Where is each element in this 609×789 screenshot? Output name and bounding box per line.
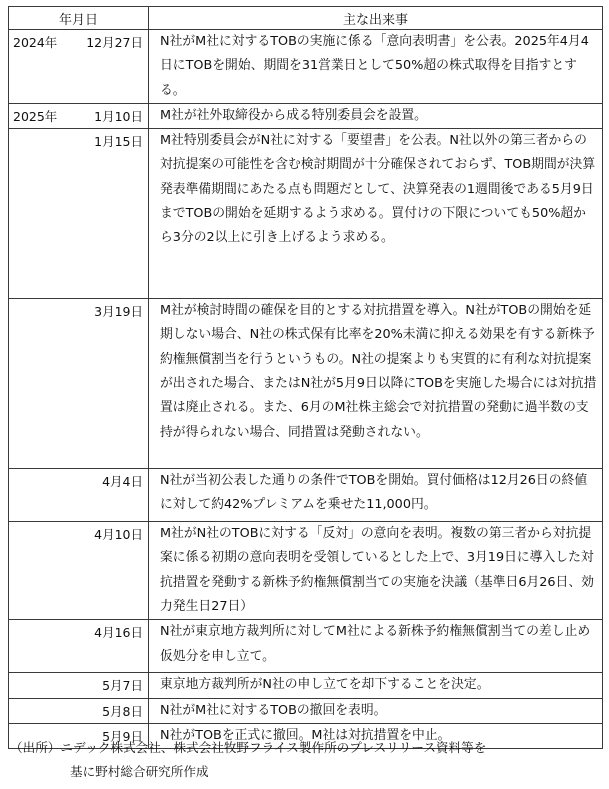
table-row (9, 30, 603, 104)
date-cell (9, 469, 149, 522)
month-day-label: 4月10日 (94, 527, 143, 543)
table-row (9, 103, 603, 128)
event-cell: N社が当初公表した通りの条件でTOBを開始。買付価格は12月26日の終値に対して約42%プレミアムを乗せた11,000円。 (149, 469, 603, 522)
date-cell (9, 698, 149, 723)
event-cell: N社がTOBを正式に撤回。M社は対抗措置を中止。 (149, 723, 603, 748)
source-note (10, 736, 486, 784)
header-event: 主な出来事 (149, 7, 603, 30)
table-row (9, 673, 603, 698)
date-cell (9, 620, 149, 673)
table-row (9, 698, 603, 723)
date-cell (9, 522, 149, 620)
event-cell: M社がN社のTOBに対する「反対」の意向を表明。複数の第三者から対抗提案に係る初期の意向表明を受領しているとした上で、3月19日に導入した対抗措置を発動する新株予約権無償割当ての実施を決議（基準日6月26日、効力発生日27日） (149, 522, 603, 620)
month-day-label: 4月16日 (94, 625, 143, 641)
event-cell: N社がM社に対するTOBの撤回を表明。 (149, 698, 603, 723)
event-cell: M社が検討時間の確保を目的とする対抗措置を導入。N社がTOBの開始を延期しない場合、N社の株式保有比率を20%未満に抑える効果を有する新株予約権無償割当を行うというもの。N社の提案よりも実質的に有利な対抗提案が出された場合、またはN社が5月9日以降にTOBを実施した場合には対抗措置は廃止される。また、6月のM社株主総会で対抗措置の発動に過半数の支持が得られない場合、同措置は発動されない。 (149, 299, 603, 469)
month-day-label: 1月10日 (94, 108, 143, 124)
event-cell: M社特別委員会がN社に対する「要望書」を公表。N社以外の第三者からの対抗提案の可能性を含む検討期間が十分確保されておらず、TOB期間が決算発表準備期間にあたる点も問題だとして、決算発表の1週間後である5月9日までTOBの開始を延期するよう求める。買付けの下限についても50%超から3分の2以上に引き上げるよう求める。 (149, 129, 603, 299)
timeline-table (8, 6, 603, 749)
table-row (9, 522, 603, 620)
header-date: 年月日 (9, 7, 149, 30)
year-label: 2024年 (13, 35, 58, 50)
event-cell: N社が東京地方裁判所に対してM社による新株予約権無償割当ての差し止め仮処分を申し立て。 (149, 620, 603, 673)
year-label: 2025年 (13, 108, 58, 124)
event-cell: N社がM社に対するTOBの実施に係る「意向表明書」を公表。2025年4月4日にTOBを開始、期間を31営業日として50%超の株式取得を目指すとする。 (149, 30, 603, 104)
month-day-label: 3月19日 (94, 304, 143, 320)
date-cell (9, 673, 149, 698)
event-cell: M社が社外取締役から成る特別委員会を設置。 (149, 103, 603, 128)
month-day-label: 5月8日 (102, 703, 143, 719)
table-row (9, 620, 603, 673)
month-day-label: 4月4日 (102, 474, 143, 490)
month-day-label: 5月9日 (102, 728, 143, 744)
table-row (9, 299, 603, 469)
table-header-row (9, 7, 603, 30)
date-cell (9, 299, 149, 469)
source-line-2: 基に野村総合研究所作成 (70, 764, 209, 779)
month-day-label: 1月15日 (94, 134, 143, 150)
month-day-label: 5月7日 (102, 678, 143, 694)
date-cell (9, 129, 149, 299)
timeline-table-wrapper (8, 6, 602, 749)
date-cell (9, 30, 149, 104)
event-cell: 東京地方裁判所がN社の申し立てを却下することを決定。 (149, 673, 603, 698)
month-day-label: 12月27日 (86, 35, 143, 50)
table-row (9, 129, 603, 299)
date-cell (9, 103, 149, 128)
source-line-1: （出所）ニデック株式会社、株式会社牧野フライス製作所のプレスリリース資料等を (10, 740, 487, 755)
table-row (9, 469, 603, 522)
